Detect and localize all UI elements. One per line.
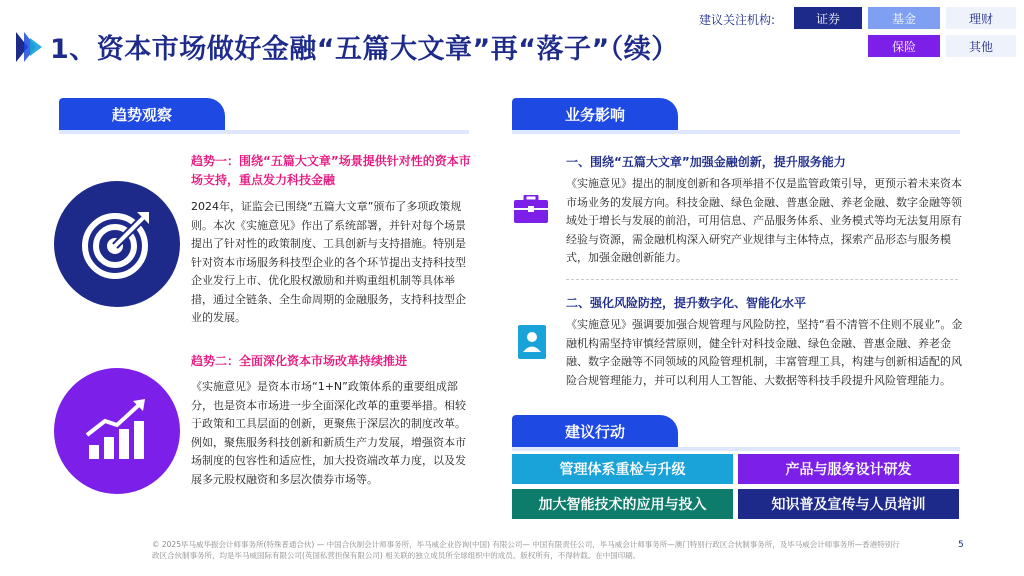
trends-heading-underline bbox=[59, 130, 469, 134]
target-circle bbox=[54, 181, 180, 307]
impact-heading-underline bbox=[512, 130, 960, 134]
growth-circle bbox=[54, 368, 180, 494]
action-management-review: 管理体系重检与升级 bbox=[512, 454, 733, 484]
actions-heading-underline bbox=[512, 447, 960, 451]
action-training: 知识普及宣传与人员培训 bbox=[738, 489, 959, 519]
action-smart-tech: 加大智能技术的应用与投入 bbox=[512, 489, 733, 519]
target-icon bbox=[79, 206, 155, 282]
page-number: 5 bbox=[958, 540, 964, 550]
bar-growth-icon bbox=[79, 393, 155, 469]
tag-fund: 基金 bbox=[868, 7, 940, 29]
user-profile-icon bbox=[518, 325, 546, 359]
play-logo-icon bbox=[16, 32, 42, 62]
tag-insurance: 保险 bbox=[868, 35, 940, 57]
page-title: 1、资本市场做好金融“五篇大文章”再“落子”（续） bbox=[50, 34, 679, 65]
trends-heading: 趋势观察 bbox=[59, 98, 225, 130]
trend-2-body: 《实施意见》是资本市场“1+N”政策体系的重要组成部分，也是资本市场进一步全面深化改革的重要举措。相较于政策和工具层面的创新，更聚焦于深层次的制度改革。例如，聚焦服务科技创新和新质生产力发展，增强资本市场制度的包容性和适应性，加大投资端改革力度，以及发展多元股权融资和多层次债券市场等。 bbox=[191, 380, 466, 486]
impact-2-body: 《实施意见》强调要加强合规管理与风险防控，坚持“看不清管不住则不展业”。金融机构需坚持审慎经营原则，健全针对科技金融、绿色金融、普惠金融、养老金融、数字金融等不同领域的风险管理机制，丰富管理工具，构建与创新相适配的风险合规管理能力，并可以利用人工智能、大数据等科技手段提升风险管理能力。 bbox=[566, 318, 963, 387]
impact-heading: 业务影响 bbox=[512, 98, 678, 130]
impact-2-title: 二、强化风险防控，提升数字化、智能化水平 bbox=[566, 296, 807, 310]
impact-divider bbox=[566, 279, 958, 280]
action-product-design: 产品与服务设计研发 bbox=[738, 454, 959, 484]
trend-2-title: 趋势二：全面深化资本市场改革持续推进 bbox=[191, 354, 408, 368]
tag-other: 其他 bbox=[946, 35, 1016, 57]
tag-wealth-management: 理财 bbox=[946, 7, 1016, 29]
tag-securities: 证券 bbox=[794, 7, 862, 29]
trend-1-title: 趋势一：围绕“五篇大文章”场景提供针对性的资本市场支持，重点发力科技金融 bbox=[191, 154, 471, 187]
copyright-footer: © 2025毕马威华振会计师事务所(特殊普通合伙) — 中国合伙制会计师事务所，毕马威企业咨询(中国) 有限公司— 中国有限责任公司，毕马威会计师事务所—澳门特别行政区合伙制事务所，及毕马威会计师事务所—香港特别行政区合伙制事务所，均是毕马威国际有限公司(英国私营担保有限公司) 相关联的独立成员所全球组织中的成员。版权所有，不得转载。在中国印刷。 bbox=[152, 540, 900, 560]
trend-1-body: 2024年，证监会已围绕“五篇大文章”颁布了多项政策规则。本次《实施意见》作出了系统部署，并针对每个场景提出了针对性的政策制度、工具创新与支持措施。特别是针对资本市场服务科技型企业的各个环节提出支持科技型企业发行上市、优化股权激励和并购重组机制等具体举措，通过全链条、全生命周期的金融服务，支持科技型企业的发展。 bbox=[191, 200, 466, 324]
briefcase-icon bbox=[514, 195, 548, 223]
impact-1-body: 《实施意见》提出的制度创新和各项举措不仅是监管政策引导，更预示着未来资本市场业务的发展方向。科技金融、绿色金融、普惠金融、养老金融、数字金融等领域处于增长与发展的前沿，可用信息、产品服务体系、业务模式等均无法复用原有经验与资源，需金融机构深入研究产业规律与主体特点，探索产品形态与服务模式，加强金融创新能力。 bbox=[566, 177, 962, 264]
actions-heading: 建议行动 bbox=[512, 415, 678, 447]
impact-1-title: 一、围绕“五篇大文章”加强金融创新，提升服务能力 bbox=[566, 155, 846, 169]
focus-institutions-label: 建议关注机构: bbox=[699, 13, 776, 27]
